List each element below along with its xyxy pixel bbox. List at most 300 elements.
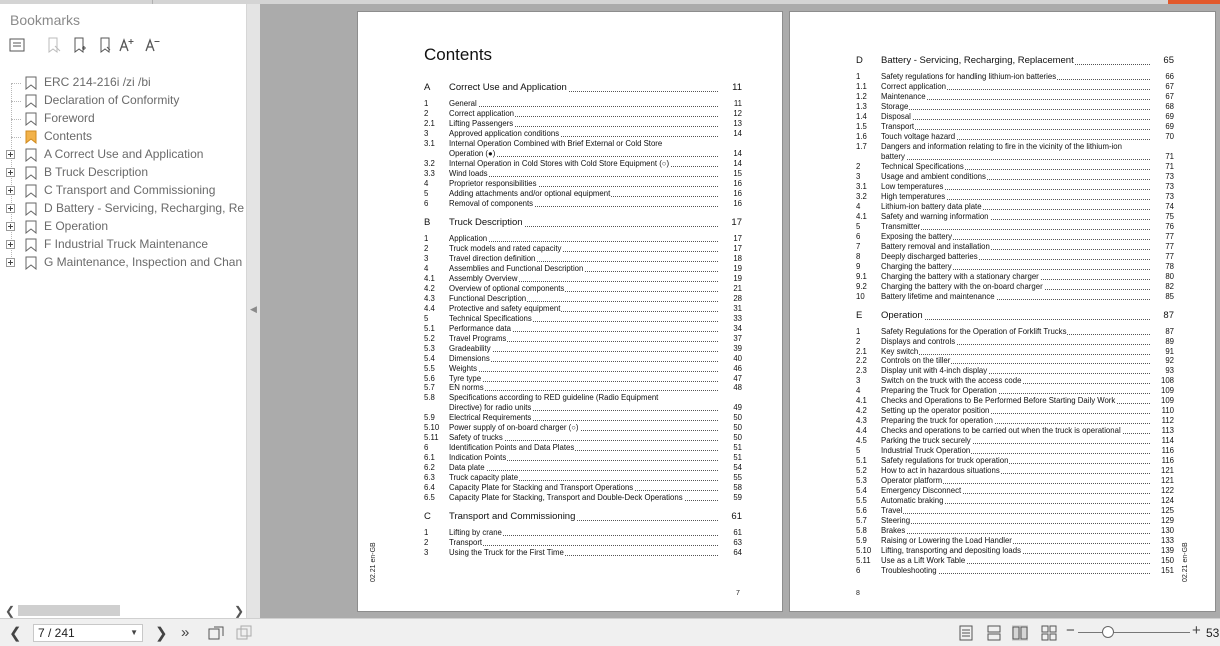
- toc-entry[interactable]: [856, 292, 1174, 302]
- toc-page-number: 69: [1165, 121, 1174, 131]
- bookmark-label: G Maintenance, Inspection and Chan: [44, 255, 243, 269]
- extract-page-icon[interactable]: [207, 624, 223, 640]
- toc-entry-number: 5.3: [856, 476, 867, 486]
- toc-entry[interactable]: [856, 222, 1174, 232]
- toc-entry-title: Display unit with 4-inch display: [881, 366, 988, 376]
- toc-entry[interactable]: [424, 433, 742, 443]
- toc-entry-number: 5.8: [856, 526, 867, 536]
- toc-page-number: 50: [733, 433, 742, 443]
- toc-section-title: Operation: [881, 309, 923, 321]
- zoom-slider-thumb[interactable]: [1102, 626, 1114, 638]
- toc-entry-title: Controls on the tiller: [881, 356, 951, 366]
- toc-page-number: 75: [1165, 211, 1174, 221]
- toc-leader: [449, 390, 718, 391]
- toc-entry-number: 8: [856, 251, 861, 261]
- toc-entry-title: Adding attachments and/or optional equipment: [449, 188, 611, 198]
- toc-entry-title: Maintenance: [881, 91, 926, 101]
- bookmark-item[interactable]: [0, 254, 246, 272]
- toc-entry[interactable]: [856, 546, 1174, 556]
- single-page-view-icon[interactable]: [958, 625, 974, 641]
- toc-entry[interactable]: [424, 538, 742, 548]
- toc-entry-title: Directive) for radio units: [449, 403, 532, 413]
- toc-entry-number: 4.3: [856, 416, 867, 426]
- decrease-font-icon[interactable]: [144, 36, 164, 56]
- toc-entry[interactable]: [856, 536, 1174, 546]
- sidebar-horizontal-scrollbar[interactable]: [0, 602, 246, 618]
- toc-entry-title: Transport: [881, 121, 915, 131]
- toc-entry-number: 2: [424, 243, 429, 253]
- toc-entry[interactable]: [424, 274, 742, 284]
- toc-entry[interactable]: [856, 426, 1174, 436]
- bookmark-item[interactable]: [0, 164, 246, 182]
- toc-entry[interactable]: [856, 132, 1174, 142]
- toc-entry-title: Parking the truck securely: [881, 436, 971, 446]
- bookmark-label: D Battery - Servicing, Recharging, Re: [44, 201, 245, 215]
- toc-entry[interactable]: [856, 486, 1174, 496]
- toc-entry-number: 1.1: [856, 81, 867, 91]
- toc-entry-number: 4.2: [424, 283, 435, 293]
- collapse-arrow-icon[interactable]: ◀: [250, 304, 257, 314]
- toc-entry[interactable]: [424, 324, 742, 334]
- zoom-level: 53: [1206, 626, 1220, 640]
- toc-entry-title: Travel Programs: [449, 333, 507, 343]
- toc-page-number: 19: [733, 273, 742, 283]
- toc-entry[interactable]: [856, 396, 1174, 406]
- toc-entry[interactable]: [424, 129, 742, 139]
- toc-page-number: 85: [1165, 291, 1174, 301]
- delete-bookmark-icon[interactable]: [44, 36, 64, 56]
- toc-entry-number: 6: [856, 231, 861, 241]
- toc-entry-title: Protective and safety equipment: [449, 303, 561, 313]
- toc-entry-title: Technical Specifications: [449, 313, 532, 323]
- toc-entry[interactable]: [856, 506, 1174, 516]
- scroll-left-icon[interactable]: ❮: [5, 604, 16, 618]
- toc-entry[interactable]: [424, 284, 742, 294]
- toc-page-number: 78: [1165, 261, 1174, 271]
- toc-entry[interactable]: [424, 334, 742, 344]
- toc-entry[interactable]: [424, 383, 742, 393]
- toc-entry[interactable]: [856, 366, 1174, 376]
- toc-entry[interactable]: [856, 516, 1174, 526]
- toc-entry[interactable]: [856, 337, 1174, 347]
- bookmark-item-active[interactable]: [0, 128, 246, 146]
- bookmark-item[interactable]: [0, 182, 246, 200]
- bookmark-item[interactable]: [0, 92, 246, 110]
- toc-entry[interactable]: [424, 463, 742, 473]
- toc-entry[interactable]: [424, 548, 742, 558]
- toc-entry-title: Correct application: [881, 81, 947, 91]
- toc-entry[interactable]: [856, 566, 1174, 576]
- toc-entry[interactable]: [856, 556, 1174, 566]
- toc-page-number: 93: [1165, 366, 1174, 376]
- toc-entry-title: Technical Specifications: [881, 161, 964, 171]
- toc-entry[interactable]: [856, 232, 1174, 242]
- toc-entry-title: Travel: [881, 506, 903, 516]
- toc-entry-number: 1.5: [856, 121, 867, 131]
- toc-section-letter: D: [856, 55, 863, 66]
- toc-section-title: Transport and Commissioning: [449, 511, 576, 523]
- increase-font-icon[interactable]: [118, 36, 138, 56]
- expand-toggle-icon[interactable]: [6, 150, 15, 159]
- toc-page-number: 67: [1165, 81, 1174, 91]
- toc-page-number: 80: [1165, 271, 1174, 281]
- toc-page-number: 50: [733, 423, 742, 433]
- toc-entry-title: Checks and Operations to Be Performed Before Starting Daily Work: [881, 396, 1116, 406]
- bookmark-icon: [24, 76, 38, 90]
- toc-entry[interactable]: [424, 453, 742, 463]
- toc-entry[interactable]: [856, 496, 1174, 506]
- two-page-continuous-icon[interactable]: [1041, 625, 1057, 641]
- toc-entry[interactable]: [424, 314, 742, 324]
- toc-entry-number: 9: [856, 261, 861, 271]
- toc-page-number: 65: [1163, 55, 1174, 66]
- expand-toggle-icon[interactable]: [6, 240, 15, 249]
- toc-entry-title: EN norms: [449, 383, 484, 393]
- zoom-out-icon[interactable]: −: [1066, 622, 1075, 639]
- toc-entry-number: 6: [856, 566, 861, 576]
- toc-entry[interactable]: [856, 162, 1174, 172]
- toc-page-number: 77: [1165, 241, 1174, 251]
- toc-entry[interactable]: [856, 327, 1174, 337]
- toc-page-number: 61: [731, 511, 742, 523]
- toc-section-heading[interactable]: [424, 217, 742, 229]
- toc-page-number: 51: [733, 453, 742, 463]
- copy-page-icon[interactable]: [235, 624, 251, 640]
- expand-bookmark-icon[interactable]: [96, 36, 116, 56]
- toc-entry-title: Charging the battery: [881, 261, 952, 271]
- bookmark-item[interactable]: [0, 236, 246, 254]
- toc-entry-title: Storage: [881, 101, 909, 111]
- toc-entry[interactable]: [424, 234, 742, 244]
- toc-leader: [881, 109, 1150, 110]
- toc-entry-number: 3: [856, 171, 861, 181]
- toc-leader: [449, 545, 718, 546]
- toc-section-letter: B: [424, 216, 431, 228]
- toc-entry[interactable]: [424, 99, 742, 109]
- toc-entry[interactable]: [856, 92, 1174, 102]
- toc-entry[interactable]: [856, 262, 1174, 272]
- toc-page-number: 40: [733, 353, 742, 363]
- toc-entry-number: 5: [856, 221, 861, 231]
- toc-entry-title: Wind loads: [449, 168, 488, 178]
- toc-entry[interactable]: [424, 393, 742, 403]
- toc-entry[interactable]: [424, 179, 742, 189]
- toc-section-title: Truck Description: [449, 216, 523, 228]
- toc-page-number: 109: [1160, 396, 1174, 406]
- toc-entry[interactable]: [856, 182, 1174, 192]
- sidebar-collapse-handle[interactable]: [247, 4, 260, 618]
- toc-entry-title: Capacity Plate for Stacking and Transport Operations: [449, 483, 634, 493]
- toc-entry[interactable]: [424, 264, 742, 274]
- toc-entry[interactable]: [424, 483, 742, 493]
- toc-page-number: 89: [1165, 336, 1174, 346]
- toc-entry-title: Internal Operation in Cold Stores with Cold Store Equipment (○): [449, 158, 670, 168]
- toc-entry-title: Specifications according to RED guideline (Radio Equipment: [449, 393, 659, 403]
- toc-entry-number: 6: [424, 198, 429, 208]
- toc-entry[interactable]: [856, 386, 1174, 396]
- toc-entry-number: 4.4: [856, 426, 867, 436]
- toc-entry-title: Transmitter: [881, 221, 921, 231]
- bookmark-label: A Correct Use and Application: [44, 147, 204, 161]
- toc-entry[interactable]: [856, 142, 1174, 152]
- toc-entry-title: Truck capacity plate: [449, 473, 519, 483]
- toc-entry[interactable]: [424, 139, 742, 149]
- toc-page-number: 71: [1165, 161, 1174, 171]
- toc-entry-number: 4: [856, 201, 861, 211]
- bookmark-icon: [24, 112, 38, 126]
- bookmark-item[interactable]: [0, 200, 246, 218]
- toc-entry[interactable]: [424, 364, 742, 374]
- bookmark-icon: [24, 184, 38, 198]
- toc-entry-title: Data plate: [449, 463, 485, 473]
- toc-entry-title: Functional Description: [449, 293, 527, 303]
- toc-entry-number: 2: [856, 336, 861, 346]
- toc-entry-title: Proprietor responsibilities: [449, 178, 537, 188]
- toc-section-heading[interactable]: [424, 82, 742, 94]
- toc-page-number: 11: [733, 99, 742, 108]
- toc-entry-title: Assemblies and Functional Description: [449, 263, 584, 273]
- bookmark-item[interactable]: [0, 74, 246, 92]
- toc-entry-number: 3: [856, 376, 861, 386]
- toc-entry-number: 1.2: [856, 91, 867, 101]
- toc-entry[interactable]: [424, 403, 742, 413]
- toc-entry-number: 1: [424, 528, 429, 538]
- toc-entry[interactable]: [424, 528, 742, 538]
- toc-entry-title: Truck models and rated capacity: [449, 243, 562, 253]
- toc-entry[interactable]: [424, 169, 742, 179]
- zoom-in-icon[interactable]: +: [1192, 622, 1201, 639]
- toc-page-number: 73: [1165, 191, 1174, 201]
- toc-entry[interactable]: [856, 282, 1174, 292]
- toc-entry[interactable]: [856, 356, 1174, 366]
- toc-entry-title: Lifting Passengers: [449, 118, 514, 128]
- toc-page-number: 66: [1165, 72, 1174, 81]
- toc-entry[interactable]: [856, 192, 1174, 202]
- toc-page-number: 71: [1165, 151, 1174, 161]
- toc-entry[interactable]: [424, 413, 742, 423]
- scrollbar-thumb[interactable]: [18, 605, 120, 616]
- toc-entry-number: 3.1: [856, 181, 867, 191]
- toc-page-number: 33: [733, 313, 742, 323]
- document-viewer[interactable]: [260, 4, 1220, 618]
- toc-entry-title: Key switch: [881, 346, 919, 356]
- page-number-field[interactable]: [33, 624, 143, 642]
- toc-entry-number: 5.11: [856, 556, 871, 566]
- toc-page-number: 125: [1160, 506, 1174, 516]
- toc-entry-title: Brakes: [881, 526, 906, 536]
- toc-entry-number: 5.9: [856, 536, 867, 546]
- toc-entry[interactable]: [856, 172, 1174, 182]
- toc-section-title: Battery - Servicing, Recharging, Replacement: [881, 55, 1074, 66]
- toc-entry-title: Indication Points: [449, 453, 507, 463]
- dropdown-arrow-icon[interactable]: ▼: [130, 628, 138, 637]
- toc-page-number: 39: [733, 343, 742, 353]
- toc-entry[interactable]: [856, 242, 1174, 252]
- toc-entry-title: Approved application conditions: [449, 128, 560, 138]
- toc-entry[interactable]: [856, 102, 1174, 112]
- toc-entry[interactable]: [856, 456, 1174, 466]
- toc-entry[interactable]: [856, 446, 1174, 456]
- toc-entry[interactable]: [424, 294, 742, 304]
- toc-page-number: 68: [1165, 101, 1174, 111]
- bookmark-icon: [24, 256, 38, 270]
- toc-entry[interactable]: [856, 376, 1174, 386]
- toc-entry-title: Steering: [881, 516, 911, 526]
- toc-page-number: 21: [733, 283, 742, 293]
- toc-entry-number: 3.3: [424, 168, 435, 178]
- toc-entry-title: High temperatures: [881, 191, 946, 201]
- previous-page-icon[interactable]: ❮: [9, 625, 22, 642]
- toc-entry[interactable]: [856, 252, 1174, 262]
- toc-entry[interactable]: [856, 476, 1174, 486]
- toc-leader: [449, 241, 718, 242]
- toc-entry[interactable]: [424, 304, 742, 314]
- toc-section-heading[interactable]: [856, 310, 1174, 322]
- bookmark-label: C Transport and Commissioning: [44, 183, 216, 197]
- bookmark-icon: [24, 238, 38, 252]
- toc-entry[interactable]: [424, 109, 742, 119]
- bookmark-label: Foreword: [44, 111, 95, 125]
- toc-entry-number: 2: [424, 538, 429, 548]
- bookmark-item[interactable]: [0, 146, 246, 164]
- toc-entry[interactable]: [424, 374, 742, 384]
- toc-entry-title: Switch on the truck with the access code: [881, 376, 1022, 386]
- toc-entry-number: 1: [856, 326, 861, 336]
- toc-entry[interactable]: [424, 354, 742, 364]
- bookmark-options-icon[interactable]: [8, 36, 28, 56]
- toc-entry-title: Touch voltage hazard: [881, 131, 956, 141]
- bookmark-item[interactable]: [0, 110, 246, 128]
- toc-leader: [881, 129, 1150, 130]
- toc-entry[interactable]: [424, 119, 742, 129]
- toc-entry[interactable]: [424, 159, 742, 169]
- toc-page-number: 16: [733, 178, 742, 188]
- toc-entry[interactable]: [856, 82, 1174, 92]
- expand-toggle-icon[interactable]: [6, 204, 15, 213]
- scroll-right-icon[interactable]: ❯: [234, 604, 245, 618]
- toc-entry[interactable]: [856, 406, 1174, 416]
- toc-entry-title: Battery removal and installation: [881, 241, 990, 251]
- toc-entry[interactable]: [424, 189, 742, 199]
- toc-entry[interactable]: [856, 122, 1174, 132]
- page-number: 7: [736, 590, 740, 597]
- toc-page-number: 116: [1161, 456, 1174, 466]
- toc-entry-number: 2: [856, 161, 861, 171]
- bookmark-label: E Operation: [44, 219, 109, 233]
- two-page-view-icon[interactable]: [1012, 625, 1028, 641]
- expand-toggle-icon[interactable]: [6, 186, 15, 195]
- toc-page-number: 14: [733, 158, 742, 168]
- toc-entry-number: 3: [424, 253, 429, 263]
- toc-entry[interactable]: [856, 202, 1174, 212]
- toc-entry[interactable]: [424, 473, 742, 483]
- bookmark-label: F Industrial Truck Maintenance: [44, 237, 209, 251]
- toc-entry[interactable]: [856, 436, 1174, 446]
- expand-toggle-icon[interactable]: [6, 258, 15, 267]
- toc-page-number: 17: [733, 233, 742, 243]
- toc-entry-title: Battery lifetime and maintenance: [881, 291, 995, 301]
- toc-entry-number: 4: [424, 263, 429, 273]
- toc-entry-number: 4: [856, 386, 861, 396]
- toc-section-heading[interactable]: [856, 55, 1174, 67]
- toc-entry[interactable]: [856, 526, 1174, 536]
- toc-page-number: 124: [1160, 496, 1174, 506]
- toc-entry[interactable]: [856, 72, 1174, 82]
- toc-entry[interactable]: [424, 493, 742, 503]
- toc-entry[interactable]: [856, 416, 1174, 426]
- toc-entry-title: Weights: [449, 363, 478, 373]
- toc-page-number: 17: [733, 243, 742, 253]
- toc-entry-title: Operation (●): [449, 148, 496, 158]
- toc-section-heading[interactable]: [424, 511, 742, 523]
- toc-entry-title: Application: [449, 233, 488, 243]
- bookmark-icon: [24, 94, 38, 108]
- toc-entry-number: 2: [424, 108, 429, 118]
- expand-toggle-icon[interactable]: [6, 222, 15, 231]
- toc-entry-title: Transport: [449, 538, 483, 548]
- bookmark-icon: [24, 166, 38, 180]
- toc-leader: [881, 513, 1150, 514]
- toc-entry[interactable]: [424, 149, 742, 159]
- toc-entry-number: 2.1: [424, 118, 435, 128]
- toc-entry-number: 10: [856, 291, 865, 301]
- toc-page-number: 116: [1161, 446, 1174, 456]
- last-page-icon[interactable]: »: [181, 624, 190, 641]
- status-bar: [0, 618, 1220, 646]
- toc-entry-number: 6.1: [424, 453, 435, 463]
- toc-entry-title: Use as a Lift Work Table: [881, 556, 966, 566]
- toc-page-number: 113: [1161, 426, 1174, 436]
- toc-entry-title: Industrial Truck Operation: [881, 446, 971, 456]
- bookmark-item[interactable]: [0, 218, 246, 236]
- toc-entry[interactable]: [424, 443, 742, 453]
- toc-entry[interactable]: [424, 199, 742, 209]
- toc-page-number: 77: [1165, 231, 1174, 241]
- toc-entry-title: How to act in hazardous situations: [881, 466, 1000, 476]
- toc-entry-title: Displays and controls: [881, 336, 956, 346]
- toc-entry[interactable]: [856, 152, 1174, 162]
- toc-page-number: 82: [1165, 281, 1174, 291]
- continuous-view-icon[interactable]: [986, 625, 1002, 641]
- toc-entry[interactable]: [424, 244, 742, 254]
- toc-entry[interactable]: [856, 466, 1174, 476]
- toc-page-number: 121: [1160, 466, 1174, 476]
- toc-page-number: 139: [1160, 546, 1174, 556]
- toc-entry-title: Gradeability: [449, 343, 491, 353]
- zoom-slider[interactable]: [1078, 632, 1190, 633]
- toc-entry-title: General: [449, 99, 477, 108]
- toc-entry[interactable]: [424, 423, 742, 433]
- toc-entry[interactable]: [424, 344, 742, 354]
- bookmark-active-icon: [24, 130, 38, 144]
- toc-entry[interactable]: [856, 347, 1174, 357]
- bookmark-label: B Truck Description: [44, 165, 149, 179]
- toc-page-number: 12: [733, 108, 742, 118]
- toc-entry[interactable]: [856, 112, 1174, 122]
- expand-toggle-icon[interactable]: [6, 168, 15, 177]
- next-page-icon[interactable]: ❯: [155, 625, 168, 642]
- toc-entry-title: Safety of trucks: [449, 433, 503, 443]
- toc-entry-number: 5.6: [424, 373, 435, 383]
- toc-entry[interactable]: [856, 212, 1174, 222]
- bookmarks-title: Bookmarks: [10, 12, 81, 28]
- toc-entry[interactable]: [424, 254, 742, 264]
- toc-entry-title: Low temperatures: [881, 181, 944, 191]
- add-bookmark-icon[interactable]: [70, 36, 90, 56]
- toc-page-number: 37: [733, 333, 742, 343]
- toc-entry-title: Removal of components: [449, 198, 534, 208]
- toc-entry[interactable]: [856, 272, 1174, 282]
